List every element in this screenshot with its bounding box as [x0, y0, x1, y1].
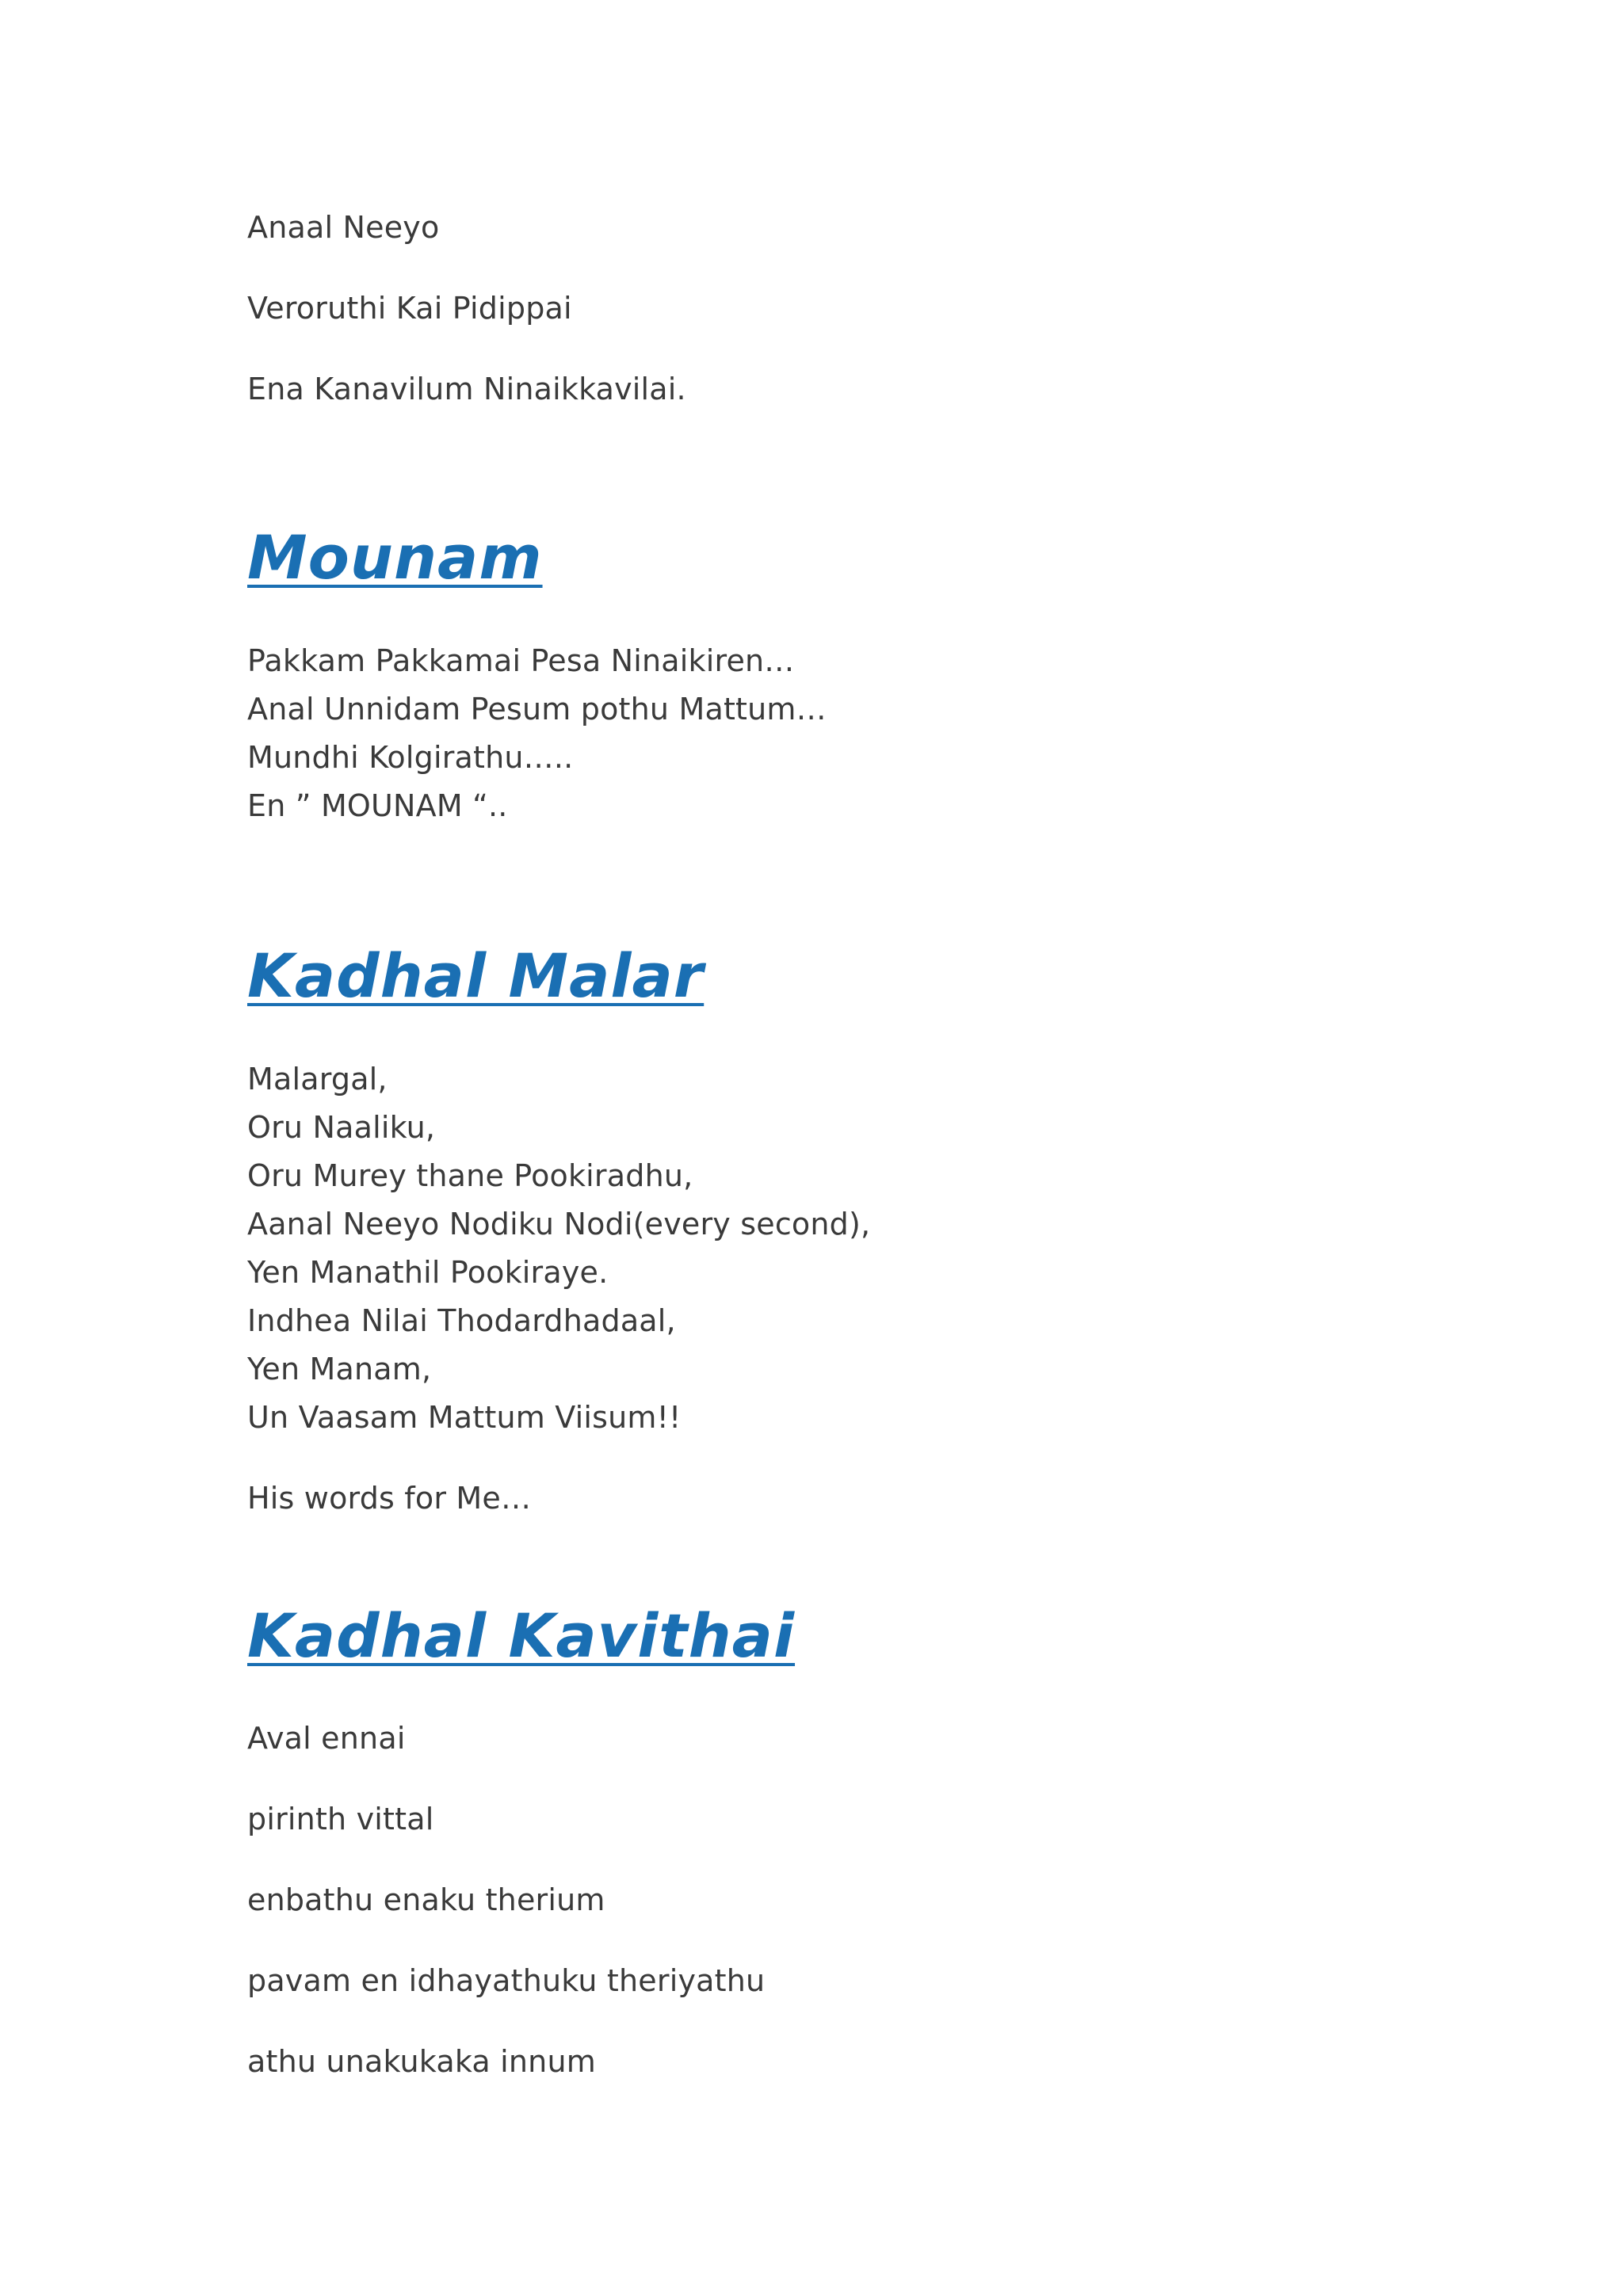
kadhal-malar-line-6: Indhea Nilai Thodardhadaal, — [247, 1303, 676, 1338]
mounam-line-4: En ” MOUNAM “.. — [247, 788, 508, 823]
kadhal-kavithai-line-1: Aval ennai — [247, 1721, 406, 1756]
kadhal-kavithai-line-5: athu unakukaka innum — [247, 2044, 596, 2079]
mounam-line-2: Anal Unnidam Pesum pothu Mattum… — [247, 692, 827, 727]
kadhal-malar-footer: His words for Me… — [247, 1481, 532, 1516]
kadhal-kavithai-line-2: pirinth vittal — [247, 1802, 434, 1836]
kadhal-malar-line-2: Oru Naaliku, — [247, 1110, 436, 1145]
intro-line-3: Ena Kanavilum Ninaikkavilai. — [247, 372, 686, 406]
poem-title-kadhal-malar[interactable]: Kadhal Malar — [247, 940, 705, 1011]
kadhal-malar-line-8: Un Vaasam Mattum Viisum!! — [247, 1400, 682, 1435]
intro-line-2: Veroruthi Kai Pidippai — [247, 291, 572, 326]
kadhal-malar-line-5: Yen Manathil Pookiraye. — [247, 1255, 609, 1290]
kadhal-malar-line-7: Yen Manam, — [247, 1352, 432, 1386]
poem-title-mounam[interactable]: Mounam — [247, 522, 543, 593]
intro-line-1: Anaal Neeyo — [247, 210, 440, 245]
kadhal-malar-line-3: Oru Murey thane Pookiradhu, — [247, 1158, 693, 1193]
kadhal-kavithai-line-3: enbathu enaku therium — [247, 1882, 605, 1917]
kadhal-malar-line-1: Malargal, — [247, 1062, 388, 1097]
poem-title-kadhal-kavithai[interactable]: Kadhal Kavithai — [247, 1600, 796, 1671]
mounam-line-1: Pakkam Pakkamai Pesa Ninaikiren… — [247, 643, 795, 678]
mounam-line-3: Mundhi Kolgirathu….. — [247, 740, 574, 775]
kadhal-kavithai-line-4: pavam en idhayathuku theriyathu — [247, 1963, 766, 1998]
kadhal-malar-line-4: Aanal Neeyo Nodiku Nodi(every second), — [247, 1207, 871, 1241]
